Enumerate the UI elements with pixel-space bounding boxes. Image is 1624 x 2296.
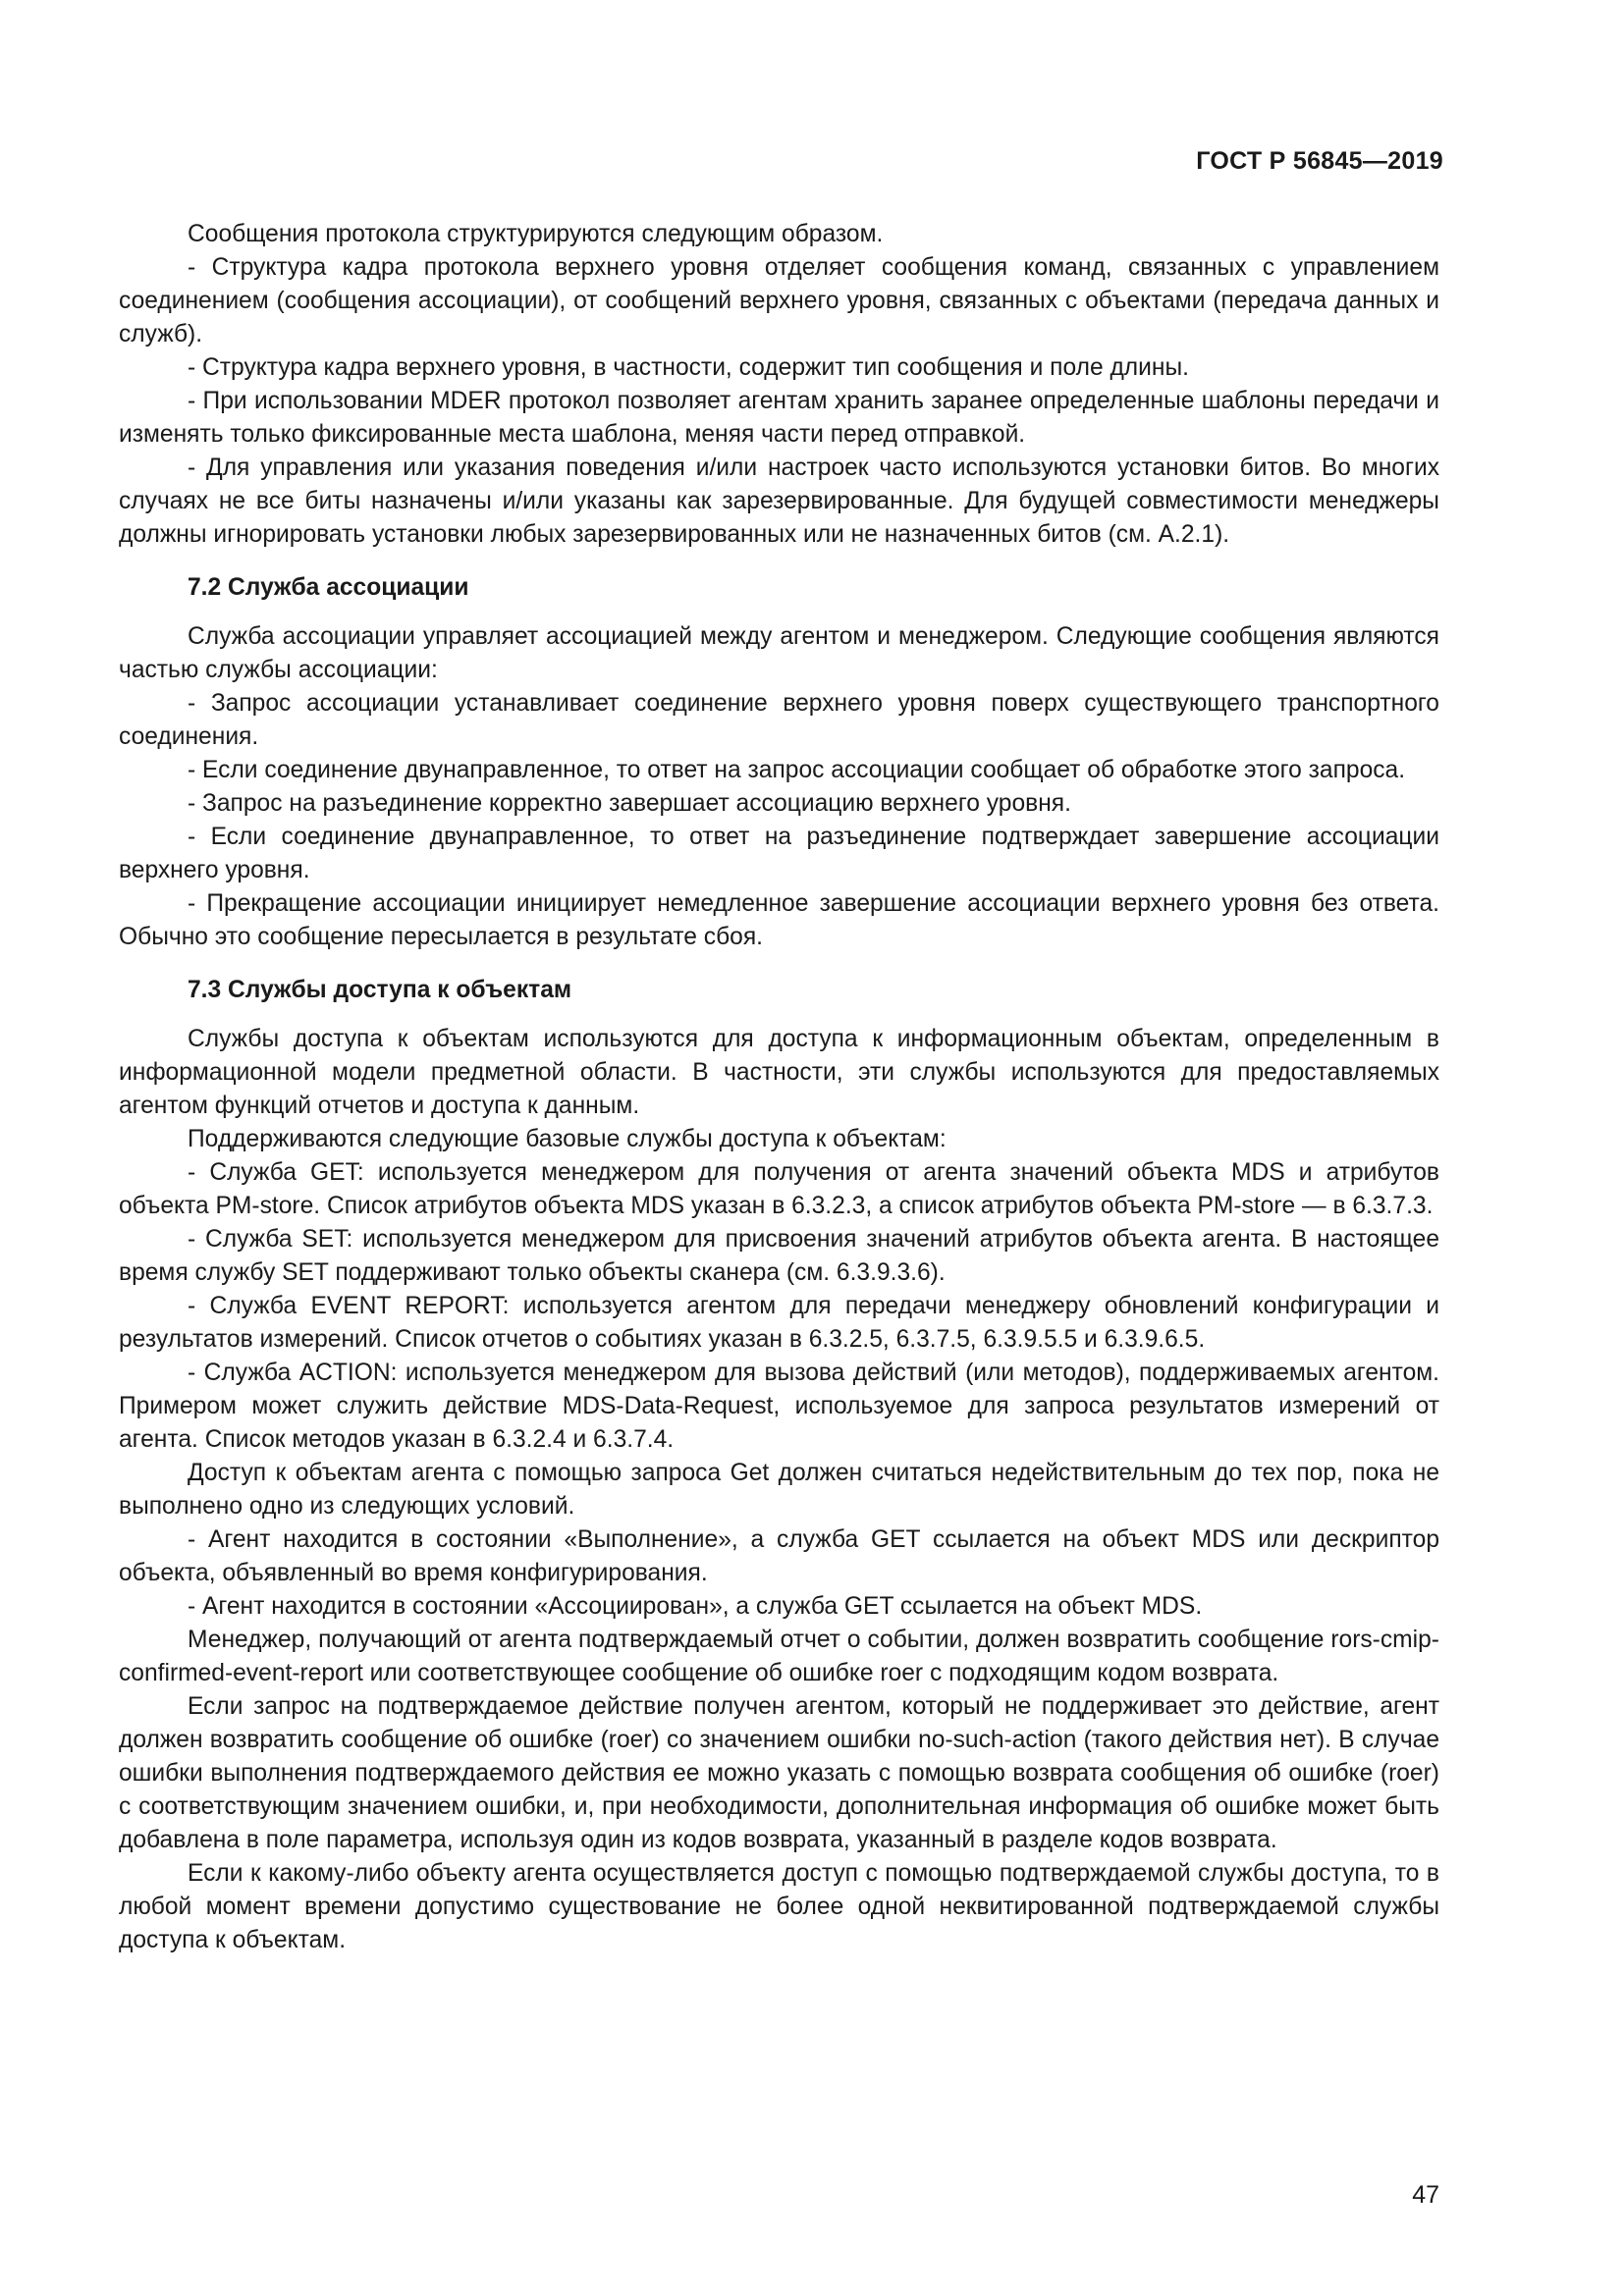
paragraph: Служба ассоциации управляет ассоциацией между агентом и менеджером. Следующие сообщения являются частью службы ассоциации: [119,623,1439,683]
standard-header: ГОСТ Р 56845—2019 [1196,147,1443,175]
paragraph: Поддерживаются следующие базовые службы доступа к объектам: [188,1126,947,1152]
paragraph: - Запрос ассоциации устанавливает соединение верхнего уровня поверх существующего транспортного соединения. [119,690,1439,750]
paragraph: - Структура кадра протокола верхнего уровня отделяет сообщения команд, связанных с управлением соединением (сообщения ассоциации), от сообщений верхнего уровня, связанных с объектами (передача данных и служб). [119,254,1439,347]
paragraph: - Агент находится в состоянии «Выполнение», а служба GET ссылается на объект MDS или дескриптор объекта, объявленный во время конфигурирования. [119,1526,1439,1586]
paragraph: - При использовании MDER протокол позволяет агентам хранить заранее определенные шаблоны передачи и изменять только фиксированные места шаблона, меняя части перед отправкой. [119,388,1439,448]
paragraph: - Служба EVENT REPORT: используется агентом для передачи менеджеру обновлений конфигурации и результатов измерений. Список отчетов о событиях указан в 6.3.2.5, 6.3.7.5, 6.3.9.5.5 и 6.3.9.6.5. [119,1293,1439,1353]
paragraph: - Агент находится в состоянии «Ассоциирован», а служба GET ссылается на объект MDS. [188,1593,1203,1620]
paragraph: - Если соединение двунаправленное, то ответ на запрос ассоциации сообщает об обработке этого запроса. [188,757,1406,783]
paragraph: - Структура кадра верхнего уровня, в частности, содержит тип сообщения и поле длины. [188,354,1189,381]
paragraph: - Прекращение ассоциации инициирует немедленное завершение ассоциации верхнего уровня без ответа. Обычно это сообщение пересылается в результате сбоя. [119,890,1439,950]
paragraph: Сообщения протокола структурируются следующим образом. [188,221,884,247]
paragraph: - Служба GET: используется менеджером для получения от агента значений объекта MDS и атрибутов объекта PM-store. Список атрибутов объекта MDS указан в 6.3.2.3, а список атрибутов объекта PM-store — в 6.3.7.3. [119,1159,1439,1219]
paragraph: - Служба ACTION: используется менеджером для вызова действий (или методов), поддерживаемых агентом. Примером может служить действие MDS-Data-Request, используемое для запроса результатов измерений от агента. Список методов указан в 6.3.2.4 и 6.3.7.4. [119,1360,1439,1453]
paragraph: - Служба SET: используется менеджером для присвоения значений атрибутов объекта агента. В настоящее время службу SET поддерживают только объекты сканера (см. 6.3.9.3.6). [119,1226,1439,1286]
paragraph: Доступ к объектам агента с помощью запроса Get должен считаться недействительным до тех пор, пока не выполнено одно из следующих условий. [119,1460,1439,1520]
paragraph: Менеджер, получающий от агента подтверждаемый отчет о событии, должен возвратить сообщение rors-cmip-confirmed-event-report или соответствующее сообщение об ошибке roer с подходящим кодом возврата. [119,1627,1439,1686]
document-body [119,218,1439,1957]
section-heading-7-3: 7.3 Службы доступа к объектам [188,977,572,1003]
paragraph: Службы доступа к объектам используются для доступа к информационным объектам, определенным в информационной модели предметной области. В частности, эти службы используются для предоставляемых агентом функций отчетов и доступа к данным. [119,1026,1439,1119]
section-heading-7-2: 7.2 Служба ассоциации [188,574,469,601]
paragraph: - Если соединение двунаправленное, то ответ на разъединение подтверждает завершение ассоциации верхнего уровня. [119,824,1439,883]
paragraph: - Для управления или указания поведения и/или настроек часто используются установки битов. Во многих случаях не все биты назначены и/или указаны как зарезервированные. Для будущей совместимости менеджеры должны игнорировать установки любых зарезервированных или не назначенных битов (см. А.2.1). [119,454,1439,548]
paragraph: Если запрос на подтверждаемое действие получен агентом, который не поддерживает это действие, агент должен возвратить сообщение об ошибке (roer) со значением ошибки no-such-action (такого действия нет). В случае ошибки выполнения подтверждаемого действия ее можно указать с помощью возврата сообщения об ошибке (roer) с соответствующим значением ошибки, и, при необходимости, дополнительная информация об ошибке может быть добавлена в поле параметра, используя один из кодов возврата, указанный в разделе кодов возврата. [119,1693,1439,1853]
paragraph: - Запрос на разъединение корректно завершает ассоциацию верхнего уровня. [188,790,1071,817]
page-number: 47 [1412,2181,1439,2209]
paragraph: Если к какому-либо объекту агента осуществляется доступ с помощью подтверждаемой службы доступа, то в любой момент времени допустимо существование не более одной неквитированной подтверждаемой службы доступа к объектам. [119,1860,1439,1953]
